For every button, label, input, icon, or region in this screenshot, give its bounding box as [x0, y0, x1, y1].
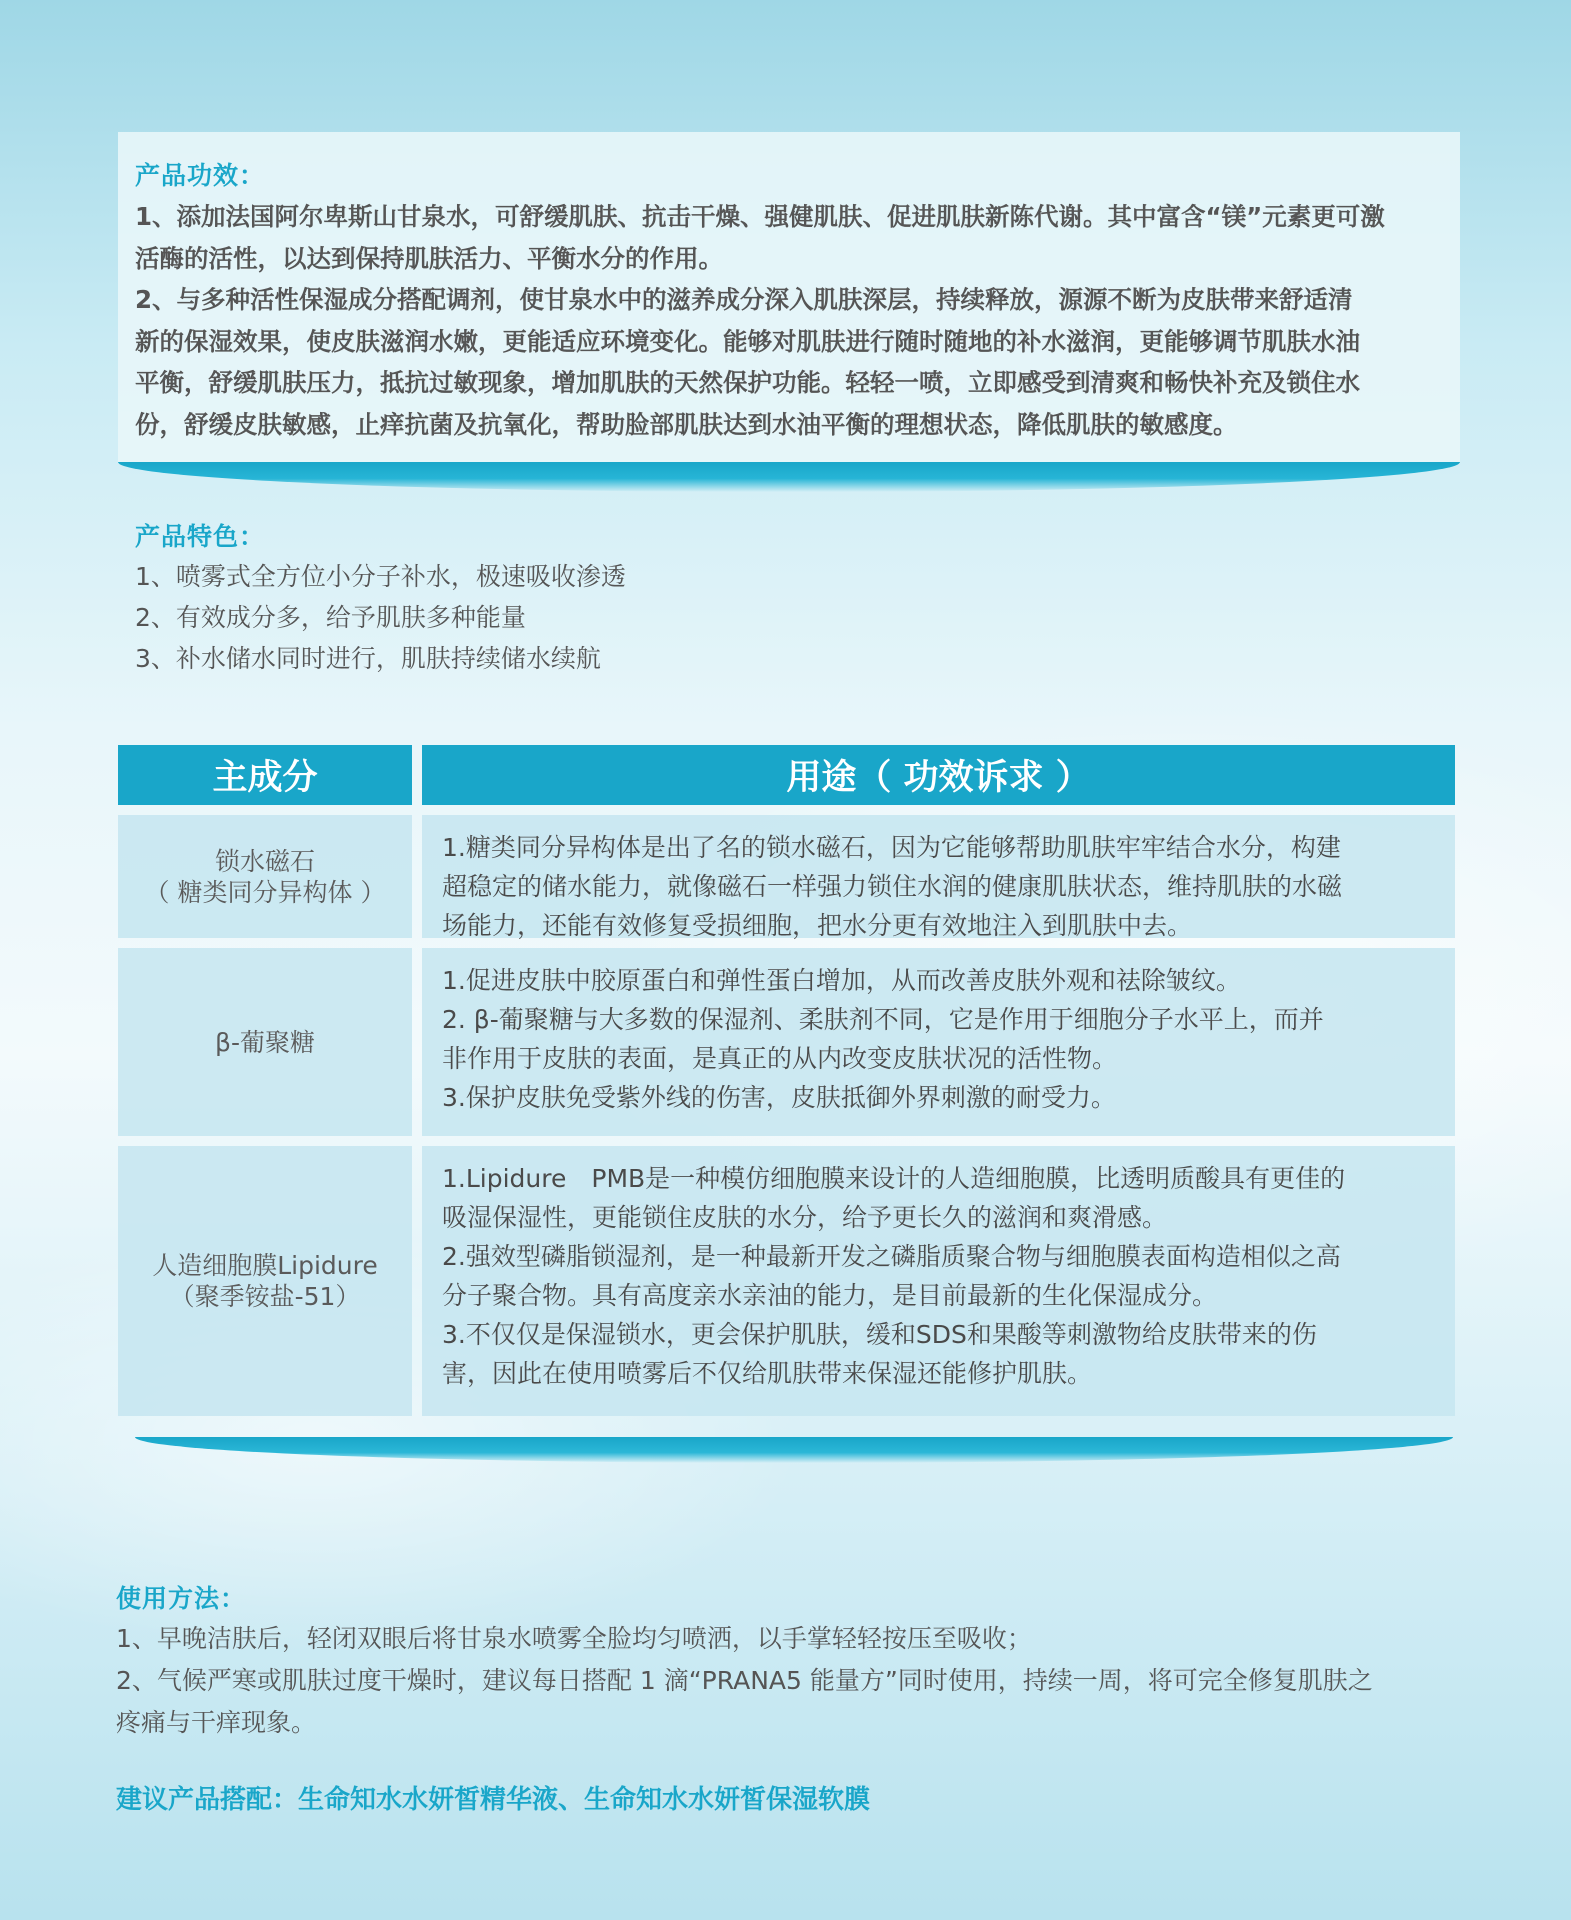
header-use: 用途（ 功效诉求 ）: [422, 745, 1455, 805]
efficacy-section: [135, 160, 1445, 445]
ingredient-name: 锁水磁石: [214, 846, 315, 876]
ingredient-sub: （ 糖类同分异构体 ）: [144, 877, 386, 907]
ingredient-name: β-葡聚糖: [215, 1027, 315, 1057]
table-row: [118, 948, 1455, 1136]
table-row: [118, 815, 1455, 938]
efficacy-line: 平衡，舒缓肌肤压力，抵抗过敏现象，增加肌肤的天然保护功能。轻轻一喷，立即感受到清爽和畅快补充及锁住水: [135, 368, 1360, 397]
efficacy-line: 活酶的活性，以达到保持肌肤活力、平衡水分的作用。: [135, 243, 723, 273]
use-line: 3.保护皮肤免受紫外线的伤害，皮肤抵御外界刺激的耐受力。: [442, 1083, 1116, 1112]
features-title: 产品特色：: [135, 522, 266, 551]
use-line: 分子聚合物。具有高度亲水亲油的能力，是目前最新的生化保湿成分。: [442, 1281, 1218, 1310]
features-section: [135, 520, 626, 679]
feature-item: 2、有效成分多，给予肌肤多种能量: [135, 603, 526, 632]
use-line: 场能力，还能有效修复受损细胞，把水分更有效地注入到肌肤中去。: [442, 911, 1193, 940]
ingredient-table: [118, 745, 1455, 1416]
efficacy-line: 2、与多种活性保湿成分搭配调剂，使甘泉水中的滋养成分深入肌肤深层，持续释放，源源不断为皮肤带来舒适清: [135, 285, 1353, 314]
suggested-products: 建议产品搭配：生命知水水妍皙精华液、生命知水水妍皙保湿软膜: [116, 1785, 871, 1815]
use-line: 2. β-葡聚糖与大多数的保湿剂、柔肤剂不同，它是作用于细胞分子水平上，而并: [442, 1005, 1324, 1034]
use-line: 1.糖类同分异构体是出了名的锁水磁石，因为它能够帮助肌肤牢牢结合水分，构建: [442, 833, 1341, 862]
use-line: 超稳定的储水能力，就像磁石一样强力锁住水润的健康肌肤状态，维持肌肤的水磁: [442, 872, 1343, 901]
ingredient-cell: [118, 948, 412, 1136]
header-ingredient: 主成分: [118, 745, 412, 805]
use-line: 非作用于皮肤的表面，是真正的从内改变皮肤状况的活性物。: [442, 1044, 1118, 1073]
efficacy-panel-band: [118, 462, 1460, 492]
ingredient-sub: （聚季铵盐-51）: [169, 1282, 361, 1311]
feature-item: 1、喷雾式全方位小分子补水，极速吸收渗透: [135, 562, 626, 591]
ingredient-cell: [118, 1146, 412, 1416]
efficacy-line: 1、添加法国阿尔卑斯山甘泉水，可舒缓肌肤、抗击干燥、强健肌肤、促进肌肤新陈代谢。其中富含“镁”元素更可激: [135, 202, 1385, 231]
usage-section: [116, 1580, 1456, 1744]
use-line: 2.强效型磷脂锁湿剂，是一种最新开发之磷脂质聚合物与细胞膜表面构造相似之高: [442, 1242, 1341, 1271]
usage-line: 2、气候严寒或肌肤过度干燥时，建议每日搭配 1 滴“PRANA5 能量方”同时使用，持续一周，将可完全修复肌肤之: [116, 1666, 1373, 1695]
usage-line: 疼痛与干痒现象。: [116, 1708, 317, 1737]
efficacy-line: 份，舒缓皮肤敏感，止痒抗菌及抗氧化，帮助脸部肌肤达到水油平衡的理想状态，降低肌肤的敏感度。: [135, 409, 1238, 439]
feature-item: 3、补水储水同时进行，肌肤持续储水续航: [135, 644, 601, 673]
usage-line: 1、早晚洁肤后，轻闭双眼后将甘泉水喷雾全脸均匀喷洒，以手掌轻轻按压至吸收；: [116, 1624, 1032, 1653]
use-cell: [422, 815, 1455, 938]
use-line: 1.Lipidure PMB是一种模仿细胞膜来设计的人造细胞膜，比透明质酸具有更佳的: [442, 1164, 1346, 1193]
table-header-row: [118, 745, 1455, 805]
efficacy-title: 产品功效：: [135, 161, 266, 190]
usage-title: 使用方法：: [116, 1584, 247, 1613]
use-cell: [422, 1146, 1455, 1416]
table-band: [135, 1437, 1453, 1463]
use-line: 3.不仅仅是保湿锁水，更会保护肌肤，缓和SDS和果酸等刺激物给皮肤带来的伤: [442, 1320, 1317, 1349]
use-line: 1.促进皮肤中胶原蛋白和弹性蛋白增加，从而改善皮肤外观和祛除皱纹。: [442, 966, 1241, 995]
use-line: 害，因此在使用喷雾后不仅给肌肤带来保湿还能修护肌肤。: [442, 1359, 1093, 1388]
table-row: [118, 1146, 1455, 1416]
use-cell: [422, 948, 1455, 1136]
efficacy-line: 新的保湿效果，使皮肤滋润水嫩，更能适应环境变化。能够对肌肤进行随时随地的补水滋润，更能够调节肌肤水油: [135, 326, 1360, 356]
use-line: 吸湿保湿性，更能锁住皮肤的水分，给予更长久的滋润和爽滑感。: [442, 1203, 1168, 1232]
ingredient-cell: [118, 815, 412, 938]
ingredient-name: 人造细胞膜Lipidure: [152, 1251, 378, 1280]
